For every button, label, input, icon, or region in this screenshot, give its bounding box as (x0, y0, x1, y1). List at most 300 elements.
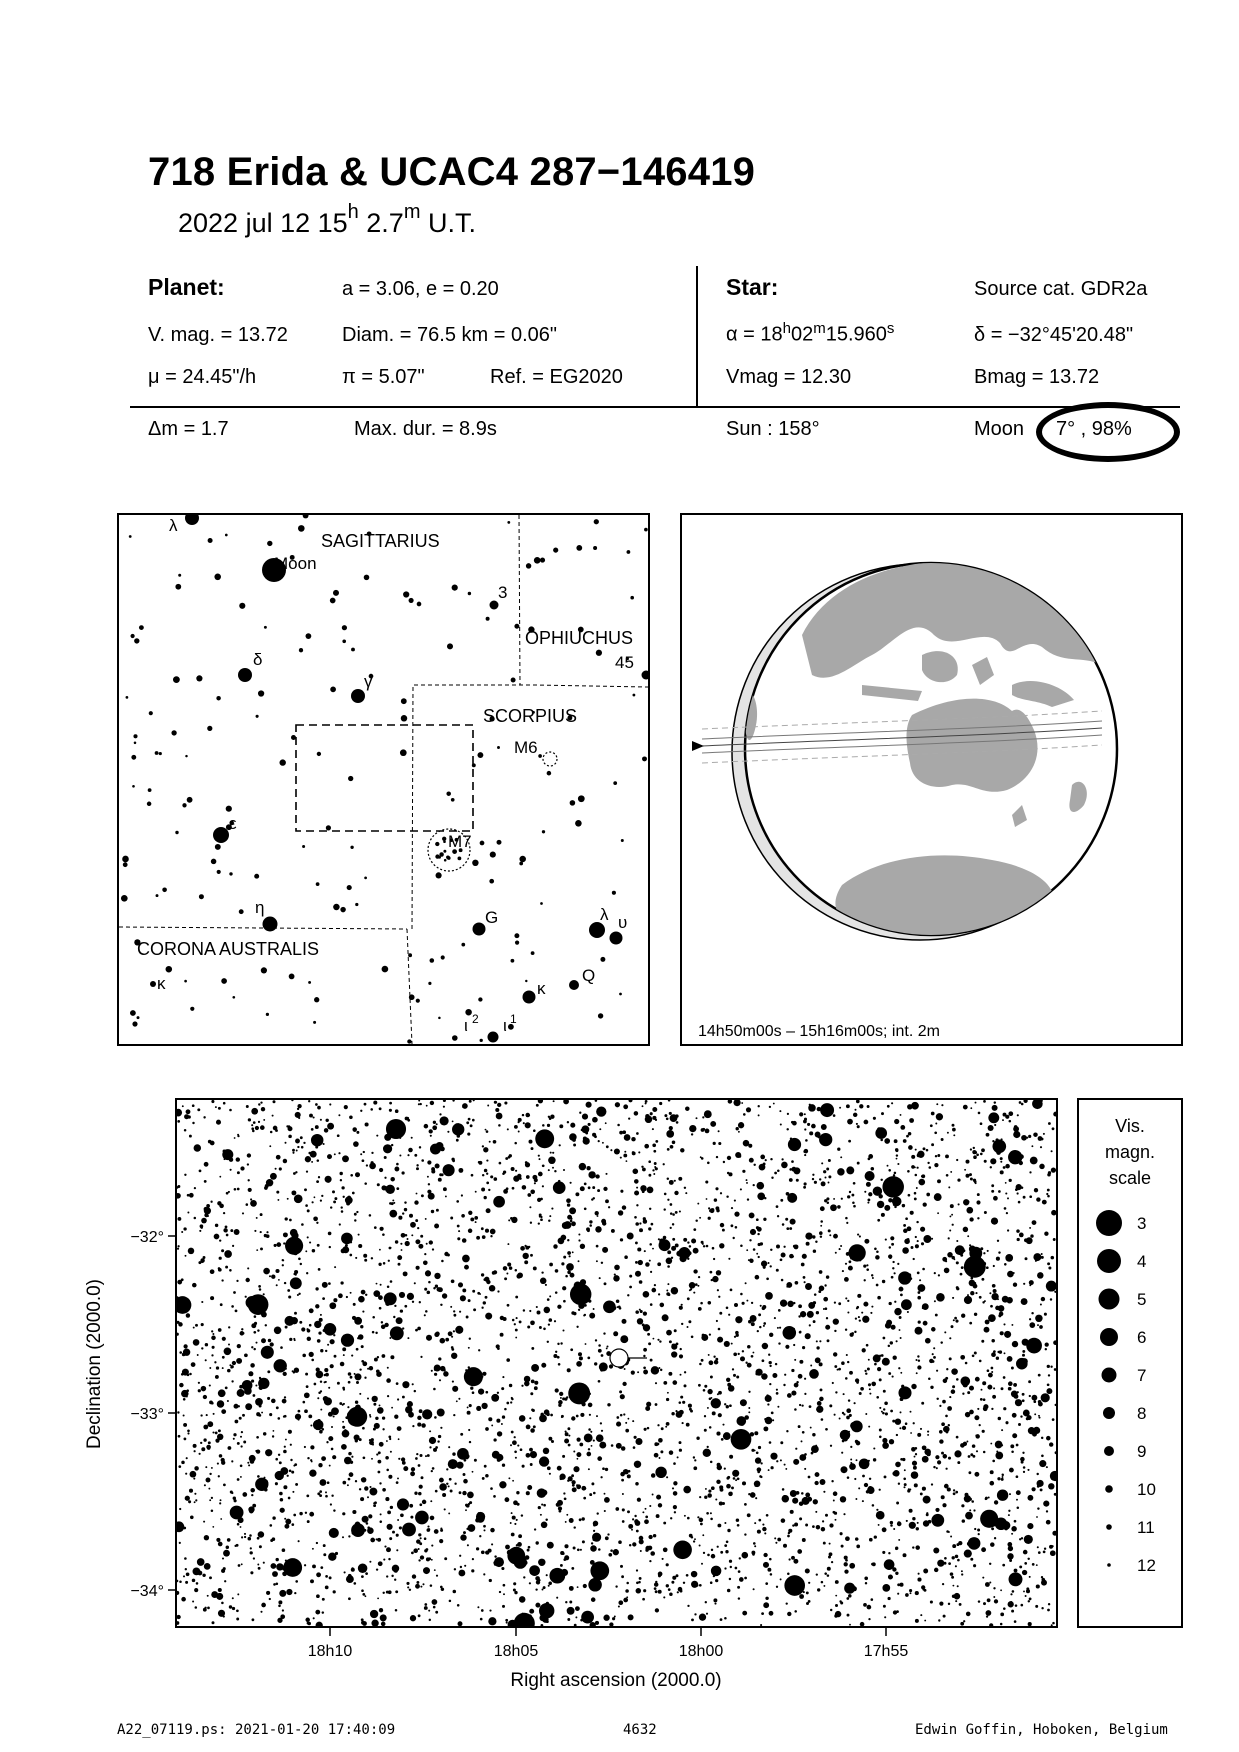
field-star (643, 1348, 647, 1352)
field-star (881, 1411, 883, 1413)
field-star (628, 1524, 633, 1529)
field-star (837, 1612, 841, 1616)
field-star (844, 1277, 849, 1282)
field-star (555, 1388, 559, 1392)
field-star (718, 1142, 721, 1145)
field-star (269, 1275, 271, 1277)
field-star (863, 1265, 866, 1268)
field-star (607, 1533, 609, 1535)
field-star (611, 1229, 615, 1233)
field-star (769, 1333, 773, 1337)
field-star (740, 1188, 742, 1190)
finder-field-star (598, 1013, 603, 1018)
field-star (667, 1392, 669, 1394)
field-star (972, 1354, 975, 1357)
field-star (724, 1567, 726, 1569)
field-star (423, 1567, 430, 1574)
field-star (547, 1298, 550, 1301)
field-star (918, 1321, 921, 1324)
finder-field-star (199, 894, 204, 899)
field-star (396, 1481, 399, 1484)
field-star (810, 1427, 812, 1429)
field-star (673, 1541, 692, 1560)
field-star (437, 1440, 439, 1442)
field-star (907, 1170, 910, 1173)
field-star (462, 1491, 466, 1495)
field-star (614, 1274, 616, 1276)
field-star (580, 1304, 583, 1307)
field-star (737, 1477, 740, 1480)
finder-field-star (534, 557, 541, 564)
field-star (879, 1489, 881, 1491)
field-star (384, 1134, 391, 1141)
field-star (960, 1254, 963, 1257)
field-star (270, 1342, 274, 1346)
field-star (819, 1133, 832, 1146)
field-star (215, 1224, 218, 1227)
field-star (877, 1201, 884, 1208)
field-star (179, 1351, 182, 1354)
field-star (391, 1575, 393, 1577)
field-star (874, 1363, 877, 1366)
field-star (957, 1461, 960, 1464)
field-star (636, 1569, 638, 1571)
field-star (341, 1186, 344, 1189)
field-star (715, 1579, 718, 1582)
field-star (435, 1490, 438, 1493)
field-star (1020, 1415, 1022, 1417)
field-star (350, 1376, 353, 1379)
field-star (1048, 1374, 1050, 1376)
field-star (347, 1407, 367, 1427)
finder-field-star (632, 694, 635, 697)
field-star (605, 1122, 607, 1124)
field-star (256, 1249, 258, 1251)
field-star (753, 1184, 755, 1186)
field-star (348, 1597, 351, 1600)
field-star (765, 1582, 768, 1585)
field-star (736, 1127, 739, 1130)
field-star (643, 1589, 646, 1592)
field-star (1043, 1501, 1049, 1507)
field-star (177, 1217, 181, 1221)
field-star (325, 1350, 327, 1352)
field-star (493, 1140, 497, 1144)
field-star (858, 1487, 860, 1489)
field-star (545, 1519, 547, 1521)
field-star (552, 1152, 554, 1154)
field-star (355, 1522, 361, 1528)
magnitude-drop: Δm = 1.7 (148, 418, 229, 440)
field-star (534, 1182, 536, 1184)
field-star (491, 1424, 493, 1426)
field-star (489, 1141, 491, 1143)
field-star (1037, 1507, 1039, 1509)
field-star (287, 1198, 289, 1200)
field-star (884, 1205, 890, 1211)
field-star (605, 1173, 607, 1175)
finder-chart (117, 513, 650, 1046)
field-star (325, 1575, 328, 1578)
field-star (826, 1197, 829, 1200)
field-star (827, 1567, 831, 1571)
field-star (211, 1330, 213, 1332)
field-star (270, 1131, 273, 1134)
label-sagittarius: SAGITTARIUS (321, 531, 440, 551)
field-star (676, 1574, 679, 1577)
field-star (902, 1426, 906, 1430)
field-star (272, 1115, 274, 1117)
field-star (993, 1350, 996, 1353)
field-star (936, 1370, 938, 1372)
field-star (304, 1409, 308, 1413)
field-star (735, 1479, 737, 1481)
field-star (742, 1611, 747, 1616)
field-star (981, 1340, 984, 1343)
field-star (514, 1523, 516, 1525)
field-star (273, 1100, 276, 1103)
field-star (933, 1356, 936, 1359)
field-star (437, 1287, 442, 1292)
field-star (427, 1160, 431, 1164)
field-star (481, 1188, 485, 1192)
field-star (850, 1446, 852, 1448)
field-star (928, 1378, 931, 1381)
field-star (543, 1586, 546, 1589)
field-star (923, 1202, 927, 1206)
field-star (261, 1338, 266, 1343)
finder-field-star (451, 798, 455, 802)
field-star (183, 1575, 185, 1577)
field-star (560, 1564, 563, 1567)
field-star (588, 1403, 593, 1408)
field-star (494, 1563, 497, 1566)
star-delta-sgr (238, 668, 252, 682)
field-star (383, 1262, 386, 1265)
field-star (218, 1588, 222, 1592)
field-star (376, 1283, 378, 1285)
field-star (427, 1291, 431, 1295)
field-star (444, 1508, 446, 1510)
field-star (907, 1238, 910, 1241)
finder-field-star (468, 592, 471, 595)
field-star (225, 1226, 228, 1229)
finder-field-star (299, 648, 303, 652)
field-star (911, 1384, 916, 1389)
field-star (194, 1450, 196, 1452)
field-star (623, 1154, 627, 1158)
field-star (643, 1370, 648, 1375)
field-star (1011, 1367, 1014, 1370)
field-star (896, 1154, 898, 1156)
field-star (780, 1123, 782, 1125)
footer-file-info: A22_07119.ps: 2021-01-20 17:40:09 (117, 1722, 396, 1738)
field-star (523, 1122, 525, 1124)
field-star (359, 1393, 361, 1395)
finder-field-star (515, 940, 519, 944)
field-star (914, 1456, 916, 1458)
field-star (815, 1445, 817, 1447)
field-star (839, 1248, 841, 1250)
field-star (734, 1211, 739, 1216)
field-star (228, 1191, 230, 1193)
field-star (427, 1528, 431, 1532)
field-star (602, 1247, 608, 1253)
field-star (329, 1103, 331, 1105)
field-star (998, 1190, 1001, 1193)
field-star (1011, 1450, 1014, 1453)
field-star (280, 1346, 283, 1349)
field-star (198, 1571, 203, 1576)
field-star (816, 1346, 819, 1349)
x-axis-label: Right ascension (2000.0) (510, 1670, 722, 1691)
field-star (589, 1313, 595, 1319)
field-star (961, 1266, 964, 1269)
field-star (961, 1573, 963, 1575)
field-star (803, 1186, 806, 1189)
field-star (720, 1223, 724, 1227)
field-star (359, 1368, 361, 1370)
field-star (1003, 1407, 1006, 1410)
field-star (582, 1540, 585, 1543)
field-star (480, 1618, 483, 1621)
field-star (616, 1422, 621, 1427)
finder-field-star (134, 742, 137, 745)
field-star (871, 1598, 874, 1601)
field-star (892, 1420, 895, 1423)
field-star (231, 1492, 233, 1494)
field-star (726, 1378, 730, 1382)
field-star (952, 1585, 954, 1587)
field-star (514, 1323, 516, 1325)
field-star (805, 1333, 811, 1339)
field-star (390, 1280, 393, 1283)
finder-field-star (342, 625, 347, 630)
field-star (697, 1203, 699, 1205)
field-star (295, 1139, 300, 1144)
field-star (436, 1575, 438, 1577)
field-star (404, 1273, 406, 1275)
field-star (309, 1308, 314, 1313)
field-star (888, 1169, 891, 1172)
field-star (1007, 1271, 1014, 1278)
field-star (768, 1469, 770, 1471)
field-star (1027, 1523, 1033, 1529)
field-star (635, 1438, 642, 1445)
field-star (1009, 1572, 1023, 1586)
field-star (242, 1380, 253, 1391)
field-star (182, 1353, 186, 1357)
field-star (291, 1190, 296, 1195)
field-star (1046, 1388, 1052, 1394)
field-star (547, 1466, 551, 1470)
field-star (652, 1248, 654, 1250)
field-star (922, 1487, 926, 1491)
field-star (503, 1593, 505, 1595)
field-star (816, 1409, 818, 1411)
field-star (887, 1165, 889, 1167)
field-star (914, 1483, 918, 1487)
field-star (908, 1194, 911, 1197)
field-star (358, 1564, 368, 1574)
field-star (250, 1363, 255, 1368)
field-star (892, 1376, 894, 1378)
field-star (1000, 1613, 1004, 1617)
field-star (385, 1497, 389, 1501)
field-star (625, 1589, 629, 1593)
field-star (483, 1147, 488, 1152)
field-star (846, 1408, 851, 1413)
field-star (801, 1440, 803, 1442)
field-star (680, 1148, 684, 1152)
field-star (449, 1600, 452, 1603)
ra-tick-17h55: 17h55 (863, 1643, 909, 1660)
field-star (392, 1531, 395, 1534)
field-star (923, 1235, 931, 1243)
field-star (204, 1207, 208, 1211)
field-star (872, 1277, 874, 1279)
field-star (320, 1390, 322, 1392)
field-star (879, 1429, 882, 1432)
field-star (955, 1320, 958, 1323)
field-star (201, 1386, 207, 1392)
field-star (738, 1353, 740, 1355)
finder-field-star (215, 844, 221, 850)
field-star (837, 1168, 844, 1175)
field-star (976, 1200, 980, 1204)
field-star (399, 1292, 405, 1298)
field-star (941, 1138, 944, 1141)
field-star (862, 1348, 866, 1352)
field-star (950, 1204, 954, 1208)
field-star (958, 1203, 960, 1205)
field-star (475, 1221, 477, 1223)
field-star (843, 1437, 848, 1442)
field-star (778, 1342, 780, 1344)
legend-title-1: Vis. (1115, 1116, 1145, 1136)
finder-field-star (139, 625, 144, 630)
field-star (815, 1132, 821, 1138)
field-star (829, 1404, 832, 1407)
field-star (595, 1568, 598, 1571)
field-star (934, 1300, 936, 1302)
field-star (373, 1101, 377, 1105)
field-star (731, 1429, 752, 1450)
field-star (869, 1388, 871, 1390)
field-star (190, 1516, 194, 1520)
field-star (862, 1316, 869, 1323)
finder-field-star (261, 967, 267, 973)
field-star (581, 1129, 583, 1131)
field-star (342, 1155, 349, 1162)
field-star (851, 1421, 863, 1433)
field-star (568, 1382, 590, 1404)
field-star (209, 1576, 212, 1579)
field-star (194, 1588, 198, 1592)
field-star (935, 1455, 939, 1459)
field-star (965, 1512, 973, 1520)
field-star (582, 1517, 585, 1520)
field-star (531, 1409, 534, 1412)
field-star (340, 1281, 343, 1284)
field-star (733, 1100, 740, 1106)
field-star (952, 1224, 954, 1226)
field-star (482, 1477, 485, 1480)
field-star (386, 1575, 388, 1577)
field-star (523, 1619, 525, 1621)
field-star (765, 1597, 768, 1600)
field-star (1013, 1126, 1019, 1132)
field-star (686, 1574, 689, 1577)
field-star (876, 1250, 879, 1253)
field-star (925, 1338, 931, 1344)
field-star (522, 1114, 524, 1116)
field-star (305, 1250, 307, 1252)
legend-dot-mag-5 (1099, 1289, 1120, 1310)
field-star (516, 1519, 518, 1521)
field-star (252, 1130, 255, 1133)
field-star (867, 1105, 870, 1108)
field-star (653, 1534, 656, 1537)
field-star (1001, 1429, 1003, 1431)
field-star (481, 1307, 483, 1309)
field-star (636, 1132, 639, 1135)
field-star (789, 1227, 792, 1230)
field-star (919, 1179, 926, 1186)
field-star (421, 1159, 424, 1162)
field-star (605, 1468, 608, 1471)
finder-field-star (511, 959, 515, 963)
field-star (378, 1263, 381, 1266)
field-star (831, 1561, 833, 1563)
field-star (654, 1284, 656, 1286)
field-star (671, 1344, 677, 1350)
field-star (863, 1603, 867, 1607)
field-star (679, 1210, 681, 1212)
field-star (396, 1549, 398, 1551)
field-star (1013, 1131, 1020, 1138)
field-star (956, 1543, 959, 1546)
field-star (580, 1299, 583, 1302)
field-star (528, 1546, 531, 1549)
field-star (204, 1484, 206, 1486)
field-star (887, 1105, 890, 1108)
field-star (1006, 1212, 1008, 1214)
field-star (1054, 1493, 1056, 1496)
field-star (931, 1327, 936, 1332)
field-star (1041, 1393, 1050, 1402)
field-star (468, 1503, 470, 1505)
field-star (435, 1611, 438, 1614)
field-star (1023, 1550, 1028, 1555)
field-star (422, 1409, 432, 1419)
field-star (218, 1107, 221, 1110)
field-star (681, 1304, 683, 1306)
field-star (452, 1123, 464, 1135)
field-star (554, 1170, 556, 1172)
field-star (704, 1110, 712, 1118)
field-star (821, 1581, 824, 1584)
field-star (714, 1360, 719, 1365)
field-star (257, 1475, 260, 1478)
field-star (884, 1138, 890, 1144)
finder-field-star (465, 1009, 472, 1016)
field-star (776, 1269, 779, 1272)
field-star (464, 1459, 467, 1462)
field-star (739, 1577, 744, 1582)
field-star (510, 1444, 512, 1446)
field-star (424, 1603, 427, 1606)
